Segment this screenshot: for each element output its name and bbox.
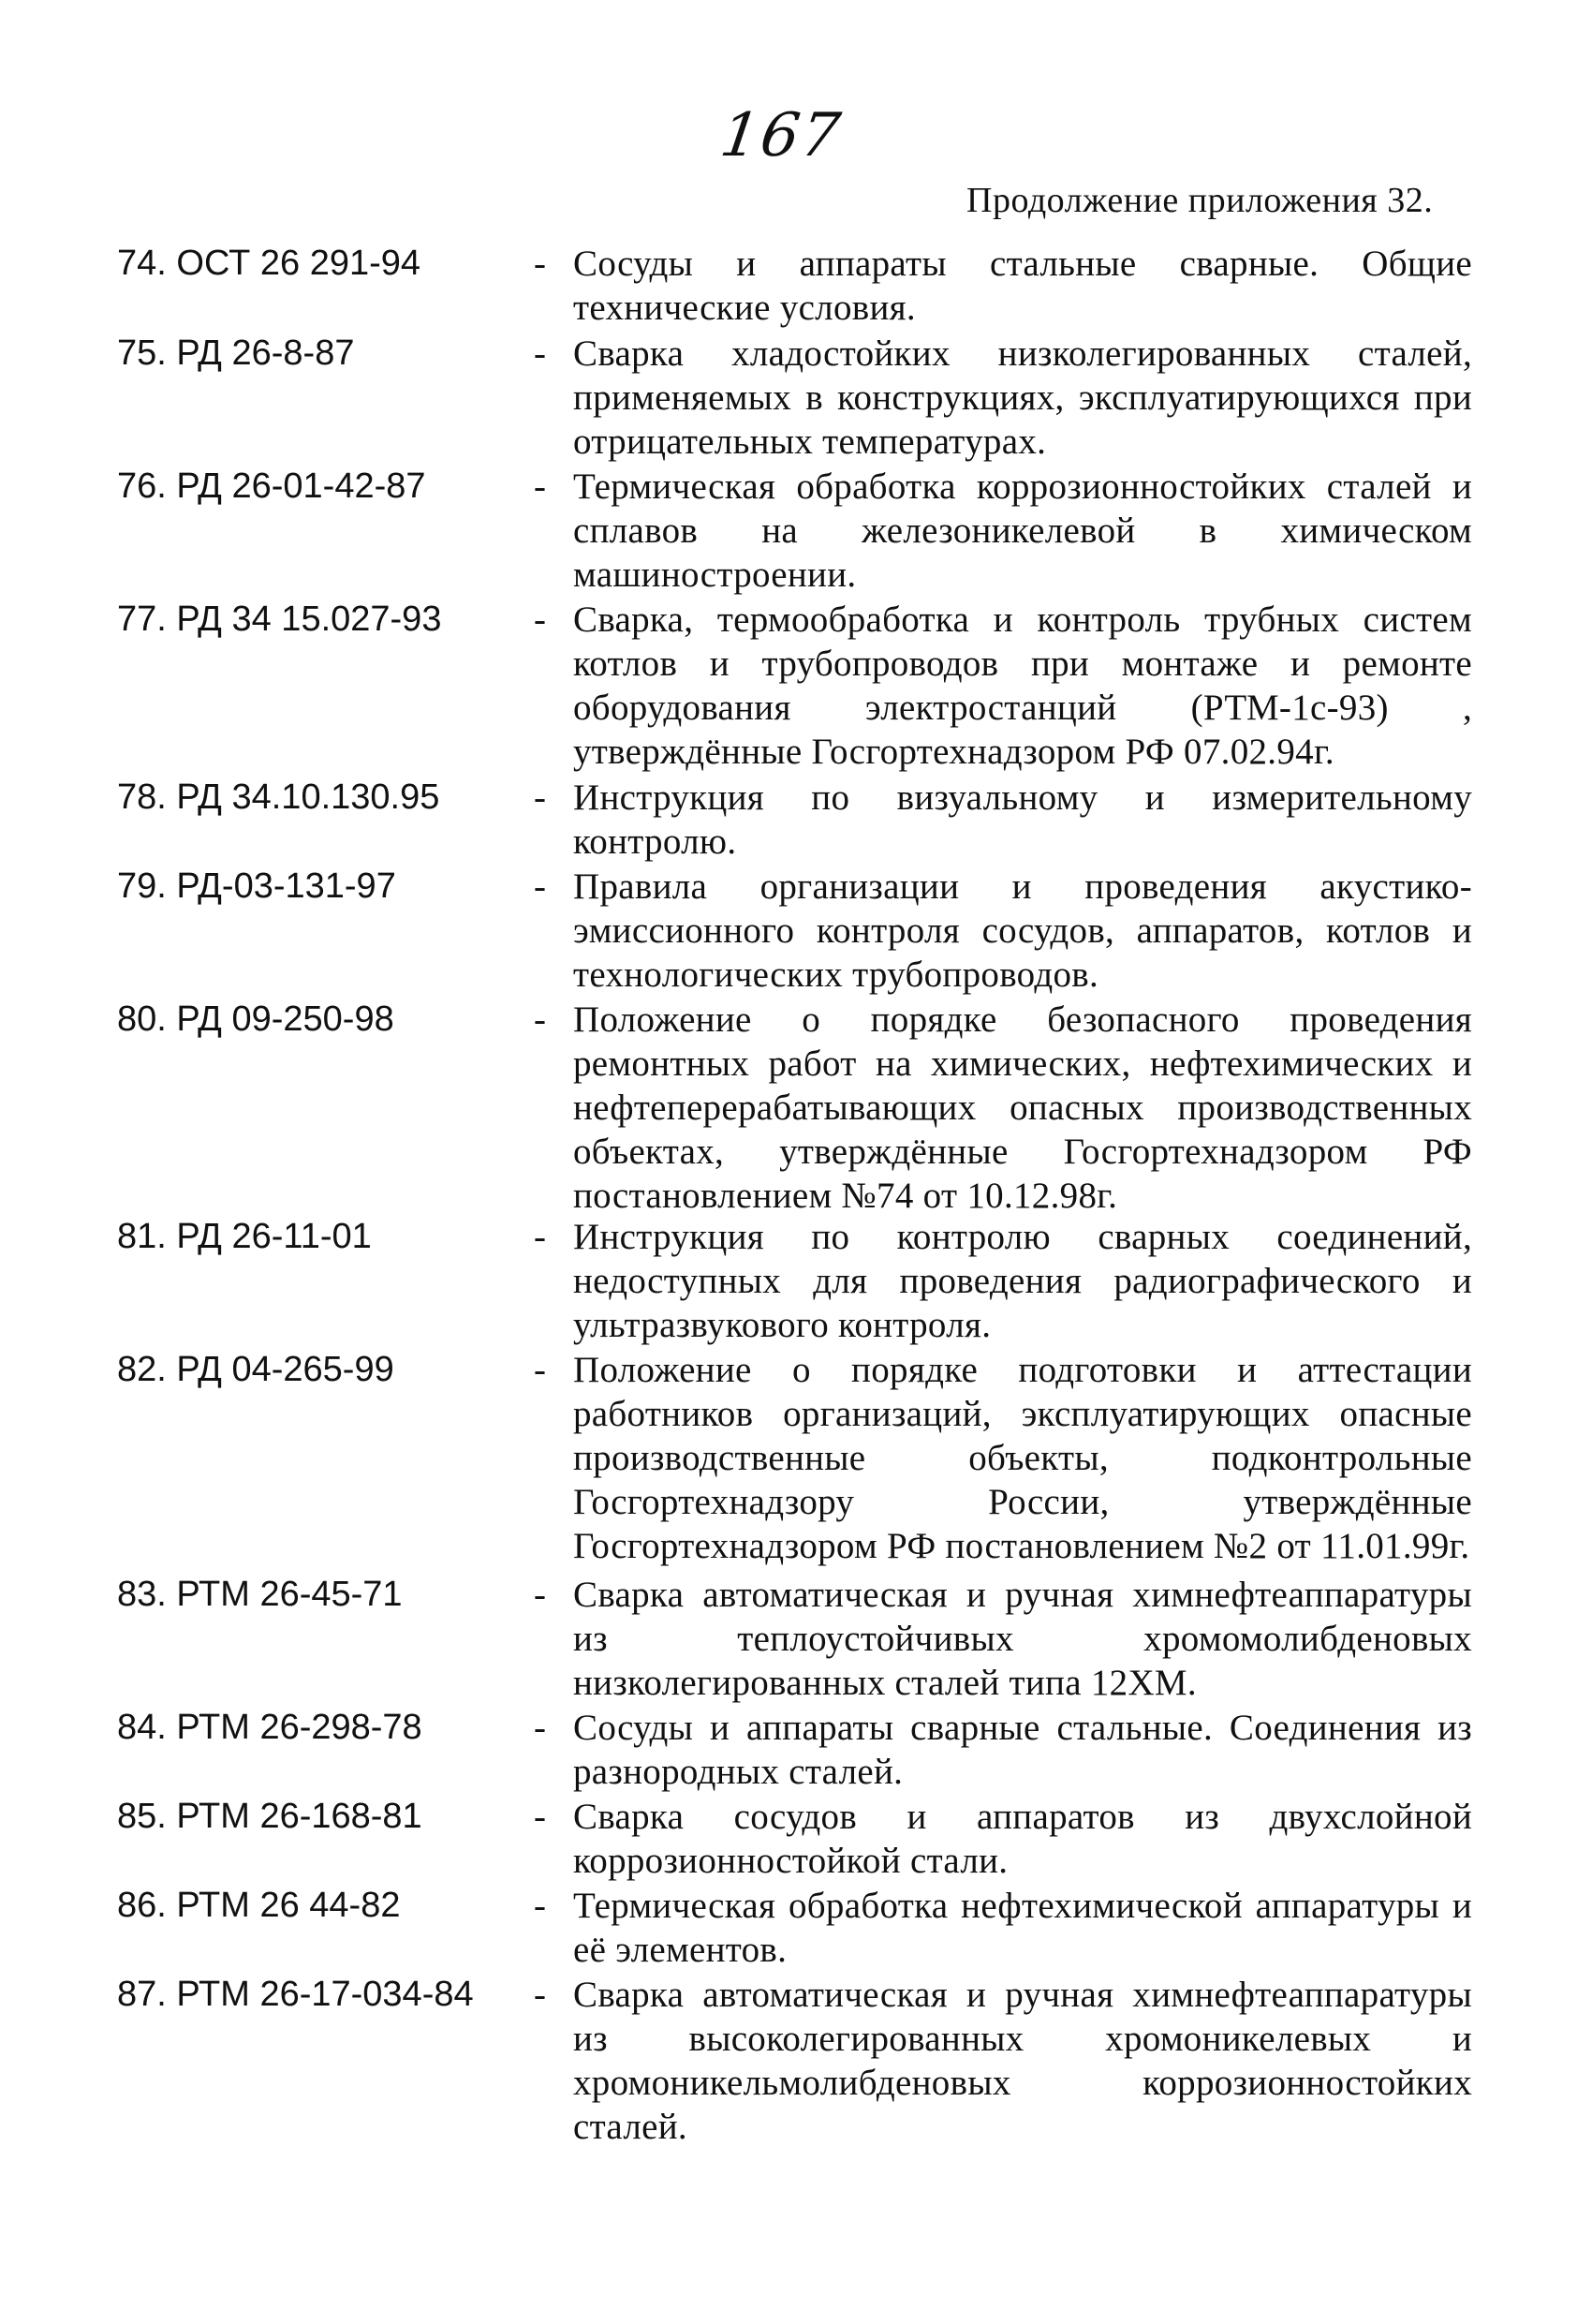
- list-item: [117, 242, 1475, 332]
- entry-dash: -: [534, 1575, 546, 1615]
- entry-description: Сварка хладостойких низколегированных сталей, применяемых в конструкциях, эксплуатирующихся при отрицательных температурах.: [573, 333, 1472, 462]
- entry-description: Инструкция по контролю сварных соединений, недоступных для проведения радиографического и ультразвукового контроля.: [573, 1217, 1472, 1345]
- list-item: [117, 332, 1475, 465]
- entry-code: 80. РД 09-250-98: [117, 999, 394, 1039]
- entry-description: Инструкция по визуальному и измерительному контролю.: [573, 777, 1472, 862]
- entry-code: 82. РД 04-265-99: [117, 1350, 394, 1389]
- list-item: [117, 1215, 1475, 1348]
- list-item: [117, 598, 1475, 776]
- entry-code: 76. РД 26-01-42-87: [117, 466, 426, 506]
- reference-list: [117, 242, 1475, 2147]
- entry-description: Термическая обработка нефтехимической аппаратуры и её элементов.: [573, 1886, 1472, 1970]
- entry-dash: -: [534, 1708, 546, 1748]
- entry-dash: -: [534, 1886, 546, 1926]
- continuation-heading: Продолжение приложения 32.: [966, 181, 1434, 220]
- list-item: [117, 776, 1475, 865]
- entry-code: 77. РД 34 15.027-93: [117, 600, 442, 639]
- list-item: [117, 1706, 1475, 1795]
- list-item: [117, 865, 1475, 998]
- entry-description: Термическая обработка коррозионностойких сталей и сплавов на железоникелевой в химическом машиностроении.: [573, 466, 1472, 595]
- entry-dash: -: [534, 333, 546, 374]
- entry-code: 86. РТМ 26 44-82: [117, 1886, 401, 1925]
- entry-description: Сосуды и аппараты сварные стальные. Соединения из разнородных сталей.: [573, 1708, 1472, 1792]
- entry-description: Сварка сосудов и аппаратов из двухслойной коррозионностойкой стали.: [573, 1797, 1472, 1881]
- entry-dash: -: [534, 466, 546, 507]
- entry-dash: -: [534, 1975, 546, 2015]
- list-item: [117, 465, 1475, 598]
- entry-code: 79. РД-03-131-97: [117, 866, 396, 906]
- entry-code: 85. РТМ 26-168-81: [117, 1797, 422, 1836]
- entry-dash: -: [534, 600, 546, 640]
- entry-description: Положение о порядке безопасного проведения ремонтных работ на химических, нефтехимических и нефтеперерабатывающих опасных производственных объектах, утверждённые Госгортехнадзором РФ постановлением №74 от 10.12.98г.: [573, 999, 1472, 1216]
- list-item: [117, 998, 1475, 1215]
- entry-dash: -: [534, 999, 546, 1040]
- entry-code: 75. РД 26-8-87: [117, 333, 355, 373]
- list-item: [117, 1973, 1475, 2147]
- entry-description: Сосуды и аппараты стальные сварные. Общие технические условия.: [573, 244, 1472, 328]
- list-item: [117, 1348, 1475, 1573]
- entry-dash: -: [534, 1217, 546, 1257]
- entry-code: 74. ОСТ 26 291-94: [117, 244, 421, 283]
- list-item: [117, 1884, 1475, 1973]
- entry-description: Положение о порядке подготовки и аттестации работников организаций, эксплуатирующих опасные производственные объекты, подконтрольные Госгортехнадзору России, утверждённые Госгортехнадзором РФ постановлением №2 от 11.01.99г.: [573, 1350, 1472, 1566]
- entry-description: Сварка автоматическая и ручная химнефтеаппаратуры из теплоустойчивых хромомолибденовых низколегированных сталей типа 12ХМ.: [573, 1575, 1472, 1703]
- entry-dash: -: [534, 777, 546, 818]
- entry-description: Сварка, термообработка и контроль трубных систем котлов и трубопроводов при монтаже и ремонте оборудования электростанций (РТМ-1с-93) , утверждённые Госгортехнадзором РФ 07.02.94г.: [573, 600, 1472, 772]
- entry-dash: -: [534, 1797, 546, 1837]
- entry-dash: -: [534, 1350, 546, 1390]
- page-number: 167: [715, 101, 847, 170]
- entry-description: Правила организации и проведения акустико-эмиссионного контроля сосудов, аппаратов, котлов и технологических трубопроводов.: [573, 866, 1472, 995]
- entry-code: 84. РТМ 26-298-78: [117, 1708, 422, 1747]
- entry-code: 83. РТМ 26-45-71: [117, 1575, 403, 1614]
- entry-dash: -: [534, 244, 546, 284]
- entry-code: 78. РД 34.10.130.95: [117, 777, 440, 817]
- entry-dash: -: [534, 866, 546, 907]
- list-item: [117, 1573, 1475, 1706]
- list-item: [117, 1795, 1475, 1884]
- entry-code: 87. РТМ 26-17-034-84: [117, 1975, 474, 2014]
- entry-code: 81. РД 26-11-01: [117, 1217, 372, 1256]
- entry-description: Сварка автоматическая и ручная химнефтеаппаратуры из высоколегированных хромоникелевых и хромоникельмолибденовых коррозионностойких сталей.: [573, 1975, 1472, 2147]
